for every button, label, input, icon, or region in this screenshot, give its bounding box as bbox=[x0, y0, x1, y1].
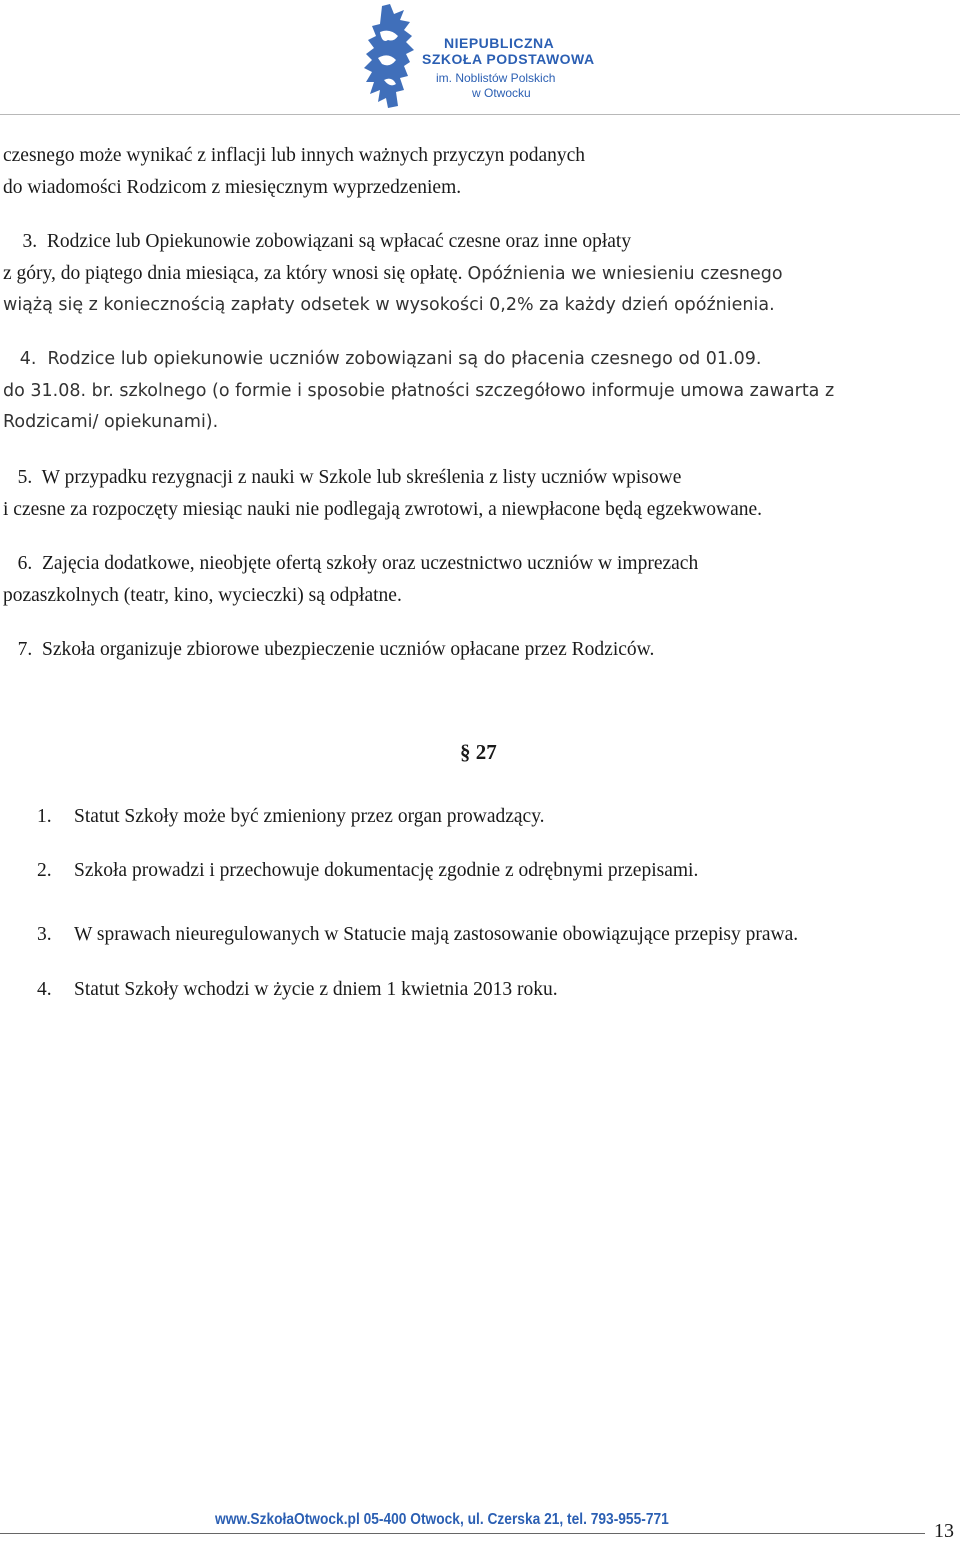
logo-line-1: NIEPUBLICZNA bbox=[444, 35, 555, 51]
paragraph-point-5 bbox=[3, 462, 762, 525]
item-number: 3. bbox=[37, 924, 52, 945]
logo-line-3: im. Noblistów Polskich bbox=[436, 71, 556, 85]
text-line: 3. Rodzice lub Opiekunowie zobowiązani są wpłacać czesne oraz inne opłaty bbox=[3, 231, 632, 252]
paragraph-point-6 bbox=[3, 548, 698, 611]
text-line: czesnego może wynikać z inflacji lub innych ważnych przyczyn podanych bbox=[3, 145, 586, 166]
paragraph-point-3 bbox=[3, 226, 783, 322]
item-text: Statut Szkoły może być zmieniony przez organ prowadzący. bbox=[74, 806, 545, 827]
text-line: 6. Zajęcia dodatkowe, nieobjęte ofertą szkoły oraz uczestnictwo uczniów w imprezach bbox=[3, 553, 699, 574]
text-segment: z góry, do piątego dnia miesiąca, za który wnosi się opłatę. bbox=[3, 262, 463, 284]
footer-contact: www.SzkołaOtwock.pl 05-400 Otwock, ul. Czerska 21, tel. 793-955-771 bbox=[215, 1511, 669, 1528]
logo-line-4: w Otwocku bbox=[472, 86, 531, 100]
paragraph-point-4 bbox=[3, 344, 834, 439]
text-line: do wiadomości Rodzicom z miesięcznym wyprzedzeniem. bbox=[3, 176, 462, 198]
page-header bbox=[0, 0, 960, 118]
text-line: pozaszkolnych (teatr, kino, wycieczki) są odpłatne. bbox=[3, 584, 402, 606]
header-divider bbox=[0, 114, 960, 115]
paragraph-point-7 bbox=[3, 634, 654, 666]
text-line: 5. W przypadku rezygnacji z nauki w Szkole lub skreślenia z listy uczniów wpisowe bbox=[3, 467, 682, 488]
text-line: 7. Szkoła organizuje zbiorowe ubezpieczenie uczniów opłacane przez Rodziców. bbox=[3, 639, 655, 660]
text-segment: Opóźnienia we wniesieniu czesnego bbox=[467, 263, 783, 284]
text-line bbox=[3, 258, 783, 291]
section-heading: § 27 bbox=[460, 740, 497, 764]
item-text: Szkoła prowadzi i przechowuje dokumentację zgodnie z odrębnymi przepisami. bbox=[74, 860, 699, 881]
item-text: W sprawach nieuregulowanych w Statucie mają zastosowanie obowiązujące przepisy prawa. bbox=[74, 924, 799, 945]
paragraph bbox=[3, 140, 585, 203]
text-line: Rodzicami/ opiekunami). bbox=[3, 412, 219, 432]
item-text: Statut Szkoły wchodzi w życie z dniem 1 kwietnia 2013 roku. bbox=[74, 979, 558, 1000]
item-number: 4. bbox=[37, 979, 52, 1000]
text-line: wiążą się z koniecznością zapłaty odsetek w wysokości 0,2% za każdy dzień opóźnienia. bbox=[3, 295, 775, 315]
school-logo bbox=[360, 2, 600, 112]
logo-text bbox=[422, 36, 595, 99]
logo-line-2: SZKOŁA PODSTAWOWA bbox=[422, 51, 595, 67]
text-line: 4. Rodzice lub opiekunowie uczniów zobowiązani są do płacenia czesnego od 01.09. bbox=[3, 349, 762, 369]
item-number: 1. bbox=[37, 806, 52, 827]
text-line: i czesne za rozpoczęty miesiąc nauki nie podlegają zwrotowi, a niewpłacone będą egzekwowane. bbox=[3, 498, 763, 520]
footer-divider bbox=[0, 1533, 925, 1534]
text-line: do 31.08. br. szkolnego (o formie i sposobie płatności szczegółowo informuje umowa zawarta z bbox=[3, 380, 835, 401]
item-number: 2. bbox=[37, 860, 52, 881]
page-number: 13 bbox=[934, 1520, 954, 1542]
